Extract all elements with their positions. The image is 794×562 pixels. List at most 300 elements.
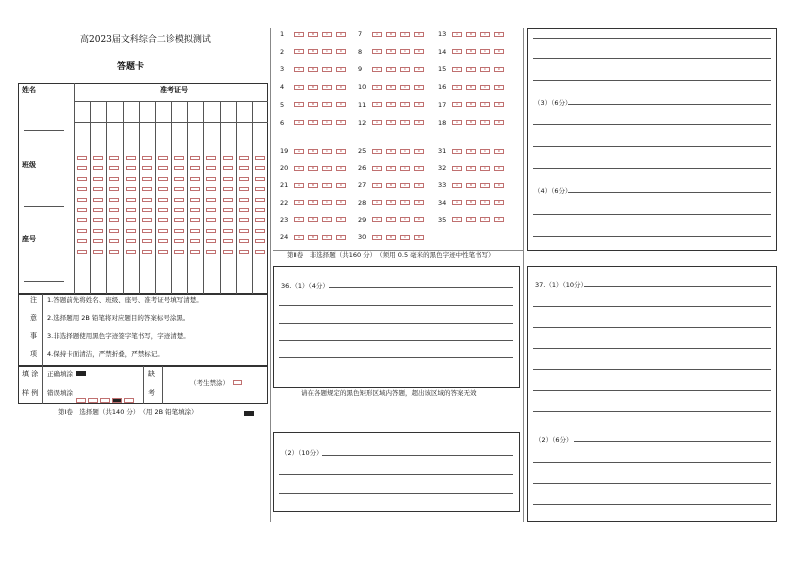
exam-id-column-divider [252, 101, 253, 294]
option-bubble-a[interactable]: A [372, 49, 382, 54]
option-bubble-d[interactable]: D [494, 67, 504, 72]
option-bubble-d[interactable]: D [336, 183, 346, 188]
exam-id-bubble[interactable] [239, 166, 249, 170]
option-bubble-b[interactable]: B [308, 183, 318, 188]
option-bubble-a[interactable]: A [452, 67, 462, 72]
exam-id-bubble[interactable] [77, 250, 87, 254]
exam-id-bubble[interactable] [255, 239, 265, 243]
exam-id-bubble[interactable] [174, 166, 184, 170]
option-bubble-d[interactable]: D [494, 183, 504, 188]
exam-id-bubble[interactable] [126, 250, 136, 254]
exam-id-bubble[interactable] [77, 208, 87, 212]
option-bubble-d[interactable]: D [494, 149, 504, 154]
exam-id-bubble[interactable] [109, 239, 119, 243]
exam-id-bubble[interactable] [206, 250, 216, 254]
exam-id-bubble[interactable] [126, 229, 136, 233]
exam-id-bubble[interactable] [158, 177, 168, 181]
option-bubble-c[interactable]: C [480, 217, 490, 222]
exam-id-bubble[interactable] [174, 198, 184, 202]
exam-id-bubble[interactable] [190, 229, 200, 233]
exam-id-bubble[interactable] [77, 177, 87, 181]
exam-id-bubble[interactable] [239, 177, 249, 181]
option-bubble-a[interactable]: A [372, 67, 382, 72]
exam-id-bubble[interactable] [239, 156, 249, 160]
option-bubble-d[interactable]: D [414, 200, 424, 205]
option-bubble-b[interactable]: B [308, 166, 318, 171]
option-bubble-a[interactable]: A [372, 32, 382, 37]
exam-id-bubble[interactable] [126, 218, 136, 222]
exam-id-bubble[interactable] [255, 208, 265, 212]
exam-id-bubble[interactable] [142, 187, 152, 191]
exam-id-bubble[interactable] [174, 218, 184, 222]
option-bubble-d[interactable]: D [494, 32, 504, 37]
class-field[interactable] [24, 206, 64, 207]
option-bubble-c[interactable]: C [322, 120, 332, 125]
exam-id-bubble[interactable] [93, 166, 103, 170]
section1-label: 第Ⅰ卷 选择题（共140 分） （用 2B 铅笔填涂） [58, 408, 198, 416]
option-bubble-a[interactable]: A [294, 120, 304, 125]
option-bubble-c[interactable]: C [400, 49, 410, 54]
option-bubble-a[interactable]: A [294, 32, 304, 37]
exam-id-bubble[interactable] [174, 208, 184, 212]
option-bubble-d[interactable]: D [414, 183, 424, 188]
option-bubble-a[interactable]: A [294, 183, 304, 188]
exam-id-bubble[interactable] [223, 156, 233, 160]
q36-4-label: （4）（6分） [534, 187, 572, 195]
option-bubble-b[interactable]: B [308, 49, 318, 54]
option-bubble-b[interactable]: B [466, 49, 476, 54]
exam-id-bubble[interactable] [158, 250, 168, 254]
exam-id-bubble[interactable] [142, 250, 152, 254]
option-bubble-d[interactable]: D [336, 235, 346, 240]
option-bubble-a[interactable]: A [372, 217, 382, 222]
option-bubble-b[interactable]: B [386, 183, 396, 188]
option-bubble-a[interactable]: A [294, 235, 304, 240]
exam-id-bubble[interactable] [158, 208, 168, 212]
exam-id-bubble[interactable] [109, 198, 119, 202]
option-bubble-c[interactable]: C [322, 200, 332, 205]
option-bubble-c[interactable]: C [400, 200, 410, 205]
option-bubble-c[interactable]: C [400, 67, 410, 72]
exam-id-bubble[interactable] [126, 239, 136, 243]
option-bubble-c[interactable]: C [480, 200, 490, 205]
mc-question-row [280, 216, 350, 224]
option-bubble-b[interactable]: B [386, 102, 396, 107]
exam-id-bubble[interactable] [109, 208, 119, 212]
exam-id-bubble[interactable] [206, 208, 216, 212]
option-bubble-d[interactable]: D [494, 49, 504, 54]
option-bubble-c[interactable]: C [400, 183, 410, 188]
exam-id-bubble[interactable] [174, 177, 184, 181]
option-bubble-a[interactable]: A [294, 200, 304, 205]
option-bubble-a[interactable]: A [452, 32, 462, 37]
exam-id-bubble[interactable] [255, 218, 265, 222]
option-bubble-b[interactable]: B [466, 102, 476, 107]
mc-question-row [358, 48, 428, 56]
option-bubble-d[interactable]: D [414, 102, 424, 107]
option-bubble-a[interactable]: A [294, 166, 304, 171]
exam-id-bubble[interactable] [190, 250, 200, 254]
option-bubble-b[interactable]: B [386, 85, 396, 90]
option-bubble-b[interactable]: B [308, 67, 318, 72]
exam-id-bubble[interactable] [239, 239, 249, 243]
question-number: 31 [438, 147, 447, 155]
option-bubble-a[interactable]: A [452, 49, 462, 54]
exam-id-bubble[interactable] [174, 156, 184, 160]
exam-id-bubble[interactable] [255, 166, 265, 170]
option-bubble-c[interactable]: C [400, 32, 410, 37]
option-bubble-b[interactable]: B [386, 200, 396, 205]
exam-id-bubble[interactable] [158, 229, 168, 233]
exam-id-bubble[interactable] [223, 239, 233, 243]
fill-side-1: 填 涂 [22, 370, 39, 378]
exam-id-bubble[interactable] [77, 187, 87, 191]
option-bubble-c[interactable]: C [480, 102, 490, 107]
option-bubble-d[interactable]: D [336, 102, 346, 107]
exam-id-bubble[interactable] [126, 166, 136, 170]
option-bubble-c[interactable]: C [480, 85, 490, 90]
option-bubble-a[interactable]: A [452, 166, 462, 171]
exam-id-bubble[interactable] [93, 177, 103, 181]
exam-id-bubble[interactable] [190, 187, 200, 191]
option-bubble-d[interactable]: D [494, 217, 504, 222]
exam-id-bubble[interactable] [77, 218, 87, 222]
option-bubble-a[interactable]: A [294, 149, 304, 154]
exam-id-bubble[interactable] [93, 187, 103, 191]
option-bubble-d[interactable]: D [414, 149, 424, 154]
option-bubble-a[interactable]: A [452, 183, 462, 188]
exam-id-bubble[interactable] [255, 187, 265, 191]
option-bubble-d[interactable]: D [494, 120, 504, 125]
option-bubble-d[interactable]: D [414, 32, 424, 37]
exam-id-bubble[interactable] [142, 239, 152, 243]
option-bubble-c[interactable]: C [400, 102, 410, 107]
option-bubble-c[interactable]: C [400, 120, 410, 125]
exam-id-bubble[interactable] [93, 156, 103, 160]
notes-side-4: 项 [30, 350, 37, 358]
question-number: 1 [280, 30, 285, 38]
option-bubble-d[interactable]: D [414, 49, 424, 54]
exam-id-bubble[interactable] [142, 198, 152, 202]
exam-id-bubble[interactable] [255, 250, 265, 254]
option-bubble-c[interactable]: C [480, 120, 490, 125]
exam-id-bubble[interactable] [255, 198, 265, 202]
option-bubble-b[interactable]: B [386, 217, 396, 222]
exam-id-bubble[interactable] [158, 156, 168, 160]
option-bubble-c[interactable]: C [322, 102, 332, 107]
question-number: 18 [438, 118, 447, 127]
exam-id-bubble[interactable] [126, 198, 136, 202]
option-bubble-d[interactable]: D [414, 120, 424, 125]
exam-id-bubble[interactable] [109, 187, 119, 191]
mc-question-row [280, 233, 350, 241]
option-bubble-c[interactable]: C [322, 67, 332, 72]
option-bubble-b[interactable]: B [308, 235, 318, 240]
exam-id-bubble[interactable] [158, 198, 168, 202]
seat-field[interactable] [24, 281, 64, 282]
name-field[interactable] [24, 130, 64, 131]
option-bubble-d[interactable]: D [336, 85, 346, 90]
option-bubble-a[interactable]: A [372, 166, 382, 171]
exam-id-bubble[interactable] [93, 198, 103, 202]
option-bubble-b[interactable]: B [386, 67, 396, 72]
option-bubble-c[interactable]: C [322, 85, 332, 90]
exam-id-bubble[interactable] [93, 250, 103, 254]
exam-id-bubble[interactable] [255, 229, 265, 233]
exam-id-bubble[interactable] [109, 156, 119, 160]
exam-id-bubble[interactable] [223, 177, 233, 181]
exam-id-bubble[interactable] [223, 166, 233, 170]
option-bubble-a[interactable]: A [294, 217, 304, 222]
option-bubble-b[interactable]: B [386, 235, 396, 240]
question-number: 35 [438, 215, 447, 224]
exam-id-bubble[interactable] [93, 239, 103, 243]
option-bubble-b[interactable]: B [466, 166, 476, 171]
option-bubble-a[interactable]: A [372, 102, 382, 107]
option-bubble-c[interactable]: C [322, 217, 332, 222]
exam-id-bubble[interactable] [206, 166, 216, 170]
exam-id-bubble[interactable] [239, 229, 249, 233]
option-bubble-c[interactable]: C [400, 235, 410, 240]
option-bubble-b[interactable]: B [466, 183, 476, 188]
exam-id-bubble[interactable] [109, 177, 119, 181]
mc-question-row [438, 147, 508, 155]
option-bubble-a[interactable]: A [452, 200, 462, 205]
option-bubble-d[interactable]: D [336, 32, 346, 37]
option-bubble-b[interactable]: B [466, 85, 476, 90]
option-bubble-a[interactable]: A [452, 217, 462, 222]
mc-question-row [280, 101, 350, 109]
exam-id-bubble[interactable] [142, 218, 152, 222]
answer-box-36-2[interactable] [273, 432, 520, 512]
option-bubble-b[interactable]: B [308, 102, 318, 107]
option-bubble-a[interactable]: A [372, 85, 382, 90]
exam-id-bubble[interactable] [109, 229, 119, 233]
option-bubble-b[interactable]: B [466, 149, 476, 154]
option-bubble-b[interactable]: B [386, 120, 396, 125]
exam-id-bubble[interactable] [190, 166, 200, 170]
exam-id-bubble[interactable] [77, 239, 87, 243]
option-bubble-d[interactable]: D [336, 217, 346, 222]
question-number: 12 [358, 118, 367, 127]
option-bubble-c[interactable]: C [322, 49, 332, 54]
exam-id-bubble[interactable] [77, 166, 87, 170]
option-bubble-d[interactable]: D [414, 235, 424, 240]
option-bubble-c[interactable]: C [480, 149, 490, 154]
option-bubble-d[interactable]: D [336, 120, 346, 125]
mc-question-row [358, 199, 428, 207]
option-bubble-a[interactable]: A [452, 149, 462, 154]
exam-id-bubble[interactable] [190, 218, 200, 222]
exam-id-bubble[interactable] [206, 187, 216, 191]
option-bubble-c[interactable]: C [480, 49, 490, 54]
mc-question-row [280, 30, 350, 38]
option-bubble-d[interactable]: D [414, 166, 424, 171]
option-bubble-c[interactable]: C [480, 67, 490, 72]
exam-id-bubble[interactable] [206, 229, 216, 233]
exam-id-bubble[interactable] [142, 166, 152, 170]
mc-question-row [358, 164, 428, 172]
exam-id-bubble[interactable] [223, 187, 233, 191]
option-bubble-a[interactable]: A [372, 235, 382, 240]
option-bubble-a[interactable]: A [452, 85, 462, 90]
option-bubble-d[interactable]: D [414, 67, 424, 72]
exam-id-bubble[interactable] [206, 239, 216, 243]
option-bubble-c[interactable]: C [322, 149, 332, 154]
exam-id-bubble[interactable] [142, 177, 152, 181]
wrong-fill-label: 错误填涂 [47, 389, 73, 397]
exam-id-bubble[interactable] [77, 198, 87, 202]
option-bubble-b[interactable]: B [308, 85, 318, 90]
exam-id-bubble[interactable] [206, 156, 216, 160]
option-bubble-d[interactable]: D [494, 85, 504, 90]
mc-question-row [280, 164, 350, 172]
exam-id-bubble[interactable] [109, 250, 119, 254]
exam-id-bubble[interactable] [126, 187, 136, 191]
option-bubble-a[interactable]: A [294, 67, 304, 72]
exam-id-bubble[interactable] [223, 218, 233, 222]
exam-id-column-divider [90, 101, 91, 294]
exam-id-bubble[interactable] [223, 250, 233, 254]
exam-id-bubble[interactable] [190, 198, 200, 202]
option-bubble-c[interactable]: C [322, 166, 332, 171]
exam-id-bubble[interactable] [126, 177, 136, 181]
exam-id-bubble[interactable] [190, 208, 200, 212]
option-bubble-d[interactable]: D [336, 149, 346, 154]
exam-id-bubble[interactable] [223, 208, 233, 212]
exam-id-bubble[interactable] [223, 229, 233, 233]
exam-id-bubble[interactable] [239, 218, 249, 222]
note-item-2: 2.选择题用 2B 铅笔将对应题目的答案标号涂黑。 [47, 314, 190, 322]
exam-id-bubble[interactable] [239, 250, 249, 254]
option-bubble-d[interactable]: D [336, 67, 346, 72]
question-number: 19 [280, 147, 289, 155]
question-number: 28 [358, 198, 367, 207]
option-bubble-c[interactable]: C [322, 32, 332, 37]
question-number: 13 [438, 30, 447, 38]
option-bubble-b[interactable]: B [466, 67, 476, 72]
exam-id-bubble[interactable] [126, 208, 136, 212]
option-bubble-a[interactable]: A [294, 102, 304, 107]
option-bubble-d[interactable]: D [336, 49, 346, 54]
option-bubble-c[interactable]: C [480, 32, 490, 37]
option-bubble-a[interactable]: A [294, 49, 304, 54]
option-bubble-d[interactable]: D [494, 200, 504, 205]
option-bubble-b[interactable]: B [308, 217, 318, 222]
option-bubble-c[interactable]: C [400, 85, 410, 90]
option-bubble-a[interactable]: A [452, 102, 462, 107]
exam-id-bubble[interactable] [93, 208, 103, 212]
mc-question-row [280, 181, 350, 189]
option-bubble-b[interactable]: B [308, 32, 318, 37]
option-bubble-b[interactable]: B [308, 149, 318, 154]
option-bubble-a[interactable]: A [452, 120, 462, 125]
option-bubble-c[interactable]: C [480, 166, 490, 171]
option-bubble-c[interactable]: C [322, 183, 332, 188]
option-bubble-d[interactable]: D [414, 85, 424, 90]
option-bubble-d[interactable]: D [414, 217, 424, 222]
question-number: 20 [280, 164, 289, 173]
exam-id-bubble[interactable] [158, 218, 168, 222]
option-bubble-b[interactable]: B [386, 49, 396, 54]
exam-id-bubble[interactable] [142, 156, 152, 160]
exam-id-bubble[interactable] [239, 198, 249, 202]
option-bubble-b[interactable]: B [386, 166, 396, 171]
exam-id-bubble[interactable] [174, 187, 184, 191]
note-item-3: 3.非选择题使用黑色字迹签字笔书写，字迹清楚。 [47, 332, 190, 340]
option-bubble-c[interactable]: C [322, 235, 332, 240]
option-bubble-d[interactable]: D [336, 166, 346, 171]
exam-id-bubble[interactable] [174, 250, 184, 254]
exam-id-bubble[interactable] [190, 177, 200, 181]
option-bubble-c[interactable]: C [400, 217, 410, 222]
correct-fill-label: 正确填涂 [47, 370, 73, 378]
exam-id-bubble[interactable] [206, 198, 216, 202]
exam-id-bubble[interactable] [142, 229, 152, 233]
exam-id-column-divider [123, 101, 124, 294]
exam-id-bubble[interactable] [190, 156, 200, 160]
option-bubble-c[interactable]: C [400, 166, 410, 171]
exam-id-bubble[interactable] [158, 166, 168, 170]
option-bubble-a[interactable]: A [372, 120, 382, 125]
exam-id-bubble[interactable] [174, 229, 184, 233]
option-bubble-a[interactable]: A [372, 200, 382, 205]
option-bubble-b[interactable]: B [466, 120, 476, 125]
exam-id-bubble[interactable] [142, 208, 152, 212]
exam-id-bubble[interactable] [93, 218, 103, 222]
exam-id-bubble[interactable] [206, 218, 216, 222]
option-bubble-a[interactable]: A [294, 85, 304, 90]
exam-id-bubble[interactable] [239, 187, 249, 191]
exam-id-bubble[interactable] [77, 156, 87, 160]
exam-id-bubble[interactable] [255, 177, 265, 181]
option-bubble-b[interactable]: B [466, 32, 476, 37]
exam-id-bubble[interactable] [158, 239, 168, 243]
fill-side-2: 样 例 [22, 389, 39, 397]
exam-id-bubble[interactable] [77, 229, 87, 233]
mc-question-row [280, 199, 350, 207]
option-bubble-a[interactable]: A [372, 149, 382, 154]
mc-question-row [280, 147, 350, 155]
exam-id-bubble[interactable] [93, 229, 103, 233]
option-bubble-c[interactable]: C [400, 149, 410, 154]
section2-label: 第Ⅱ卷 非选择题（共160 分） （须用 0.5 毫米的黑色字迹中性笔书写） [287, 251, 495, 259]
exam-id-bubble[interactable] [109, 166, 119, 170]
exam-id-bubble[interactable] [223, 198, 233, 202]
exam-id-bubble[interactable] [158, 187, 168, 191]
answer-box-36-3-4[interactable] [527, 28, 777, 251]
option-bubble-b[interactable]: B [386, 149, 396, 154]
option-bubble-c[interactable]: C [480, 183, 490, 188]
option-bubble-a[interactable]: A [372, 183, 382, 188]
exam-id-bubble[interactable] [126, 156, 136, 160]
exam-id-bubble[interactable] [109, 218, 119, 222]
option-bubble-b[interactable]: B [308, 120, 318, 125]
exam-id-bubble[interactable] [174, 239, 184, 243]
absent-bubble[interactable] [233, 380, 242, 385]
option-bubble-d[interactable]: D [494, 102, 504, 107]
exam-id-bubble[interactable] [255, 156, 265, 160]
exam-id-bubble[interactable] [190, 239, 200, 243]
option-bubble-b[interactable]: B [386, 32, 396, 37]
option-bubble-b[interactable]: B [466, 200, 476, 205]
option-bubble-d[interactable]: D [336, 200, 346, 205]
option-bubble-d[interactable]: D [494, 166, 504, 171]
exam-id-bubble[interactable] [239, 208, 249, 212]
option-bubble-b[interactable]: B [466, 217, 476, 222]
option-bubble-b[interactable]: B [308, 200, 318, 205]
exam-id-bubble[interactable] [206, 177, 216, 181]
